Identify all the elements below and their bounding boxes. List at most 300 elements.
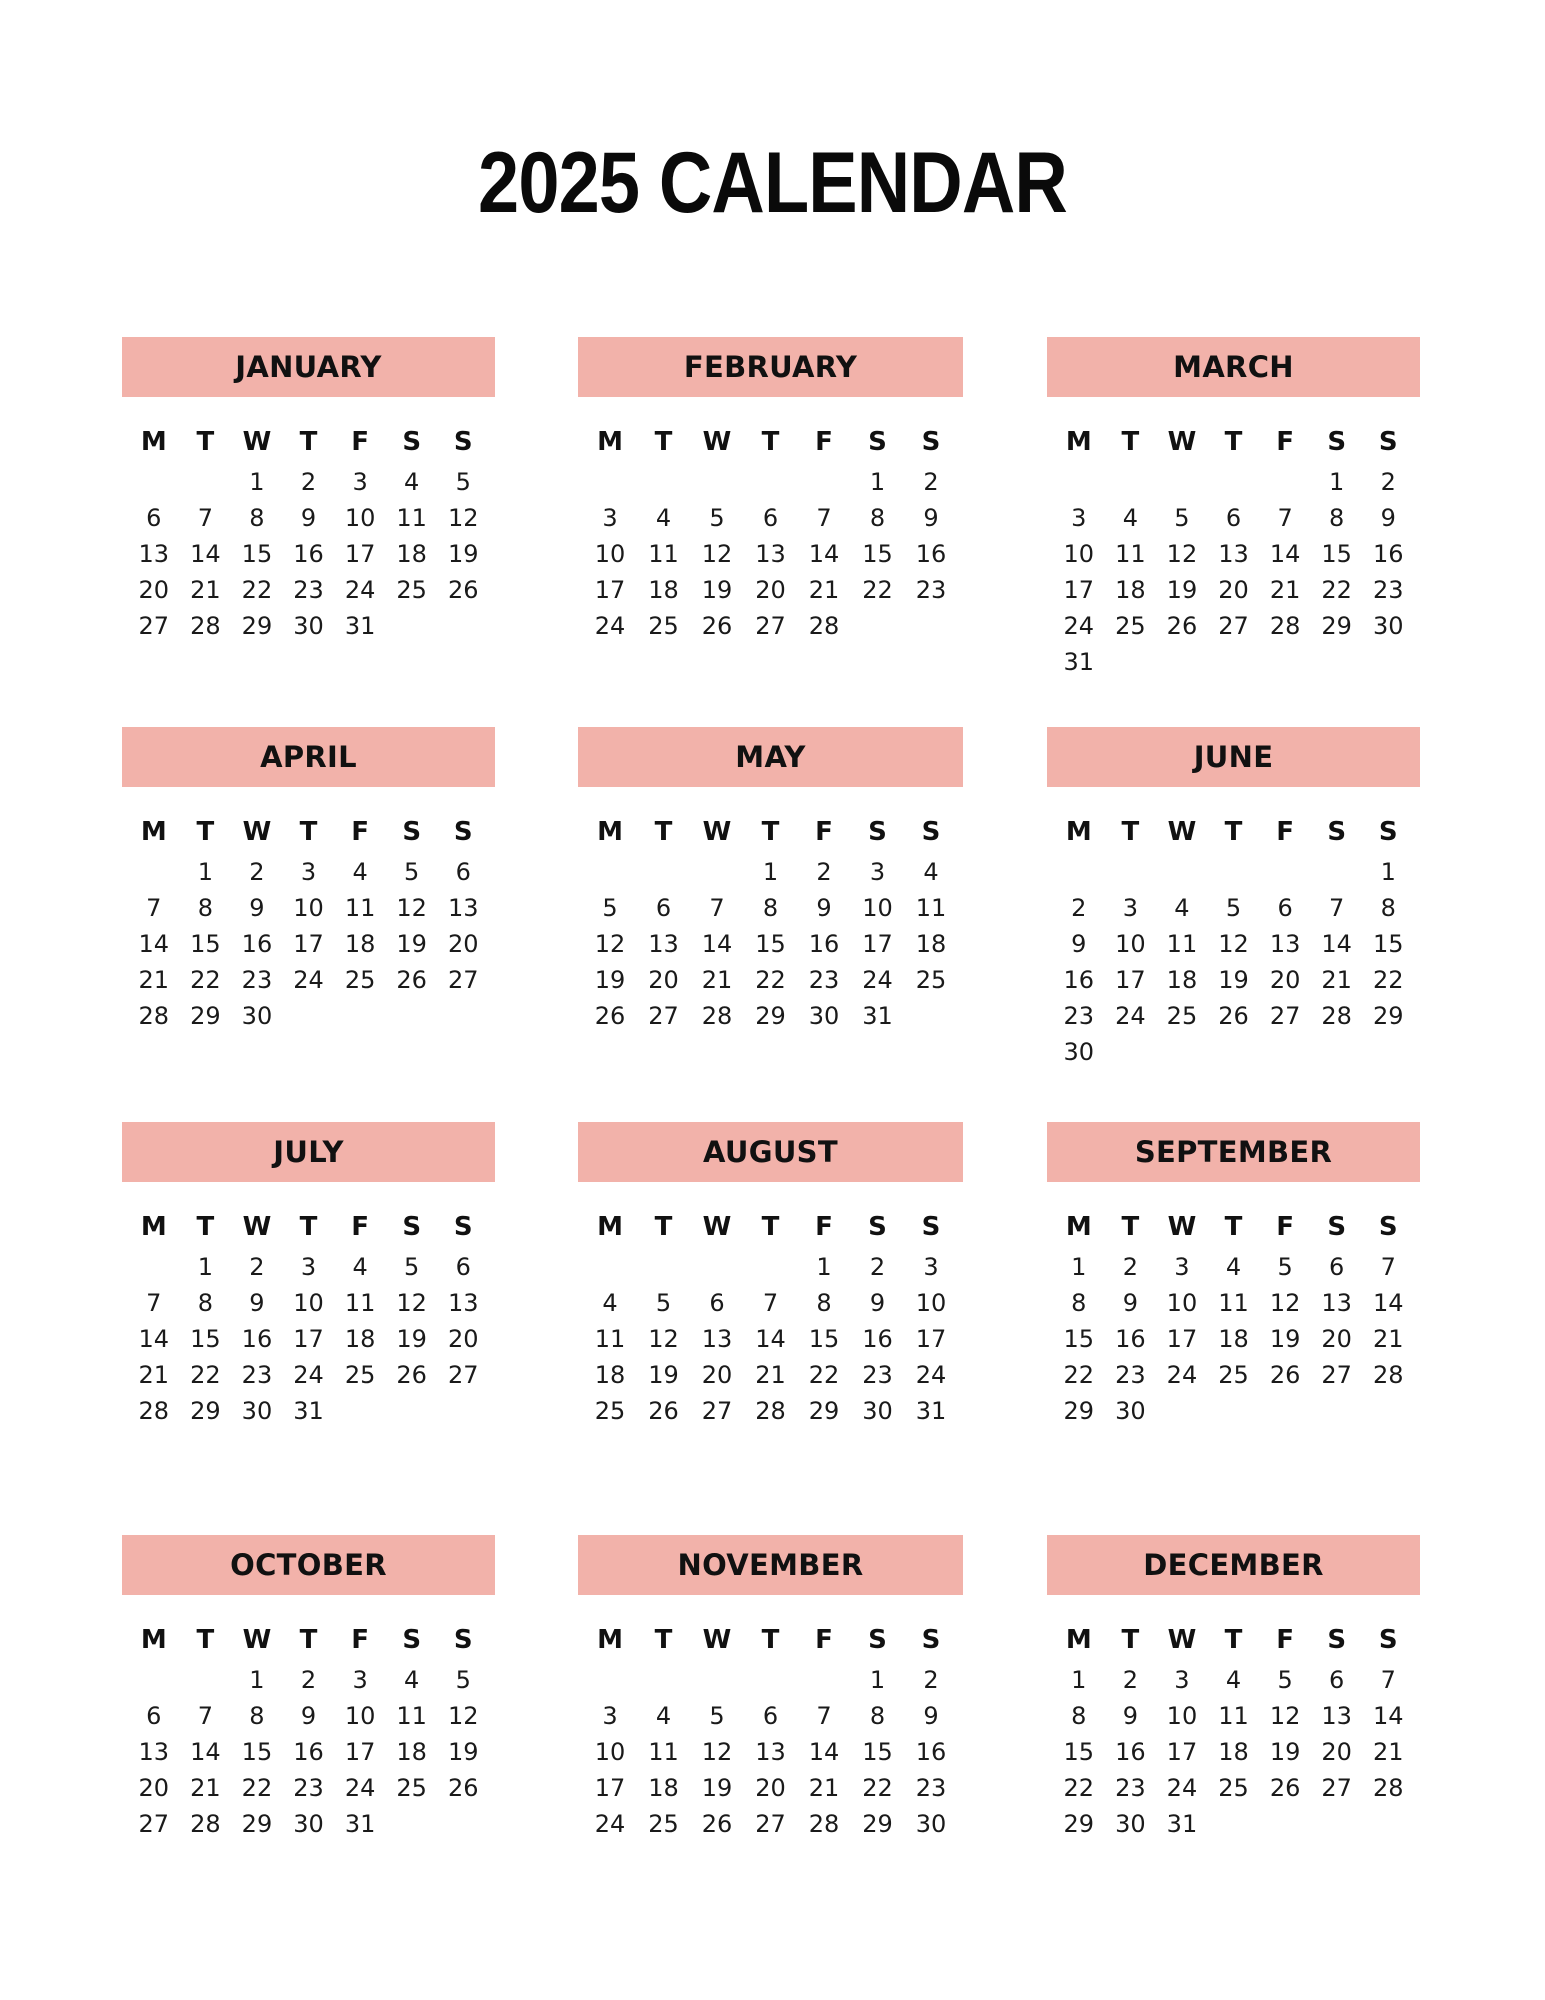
day-cell: 27: [1321, 1774, 1352, 1802]
day-cell: 20: [447, 1325, 479, 1353]
day-cell: 11: [344, 1289, 376, 1317]
weekday-label: T: [196, 1625, 215, 1655]
week-row: [1053, 572, 1414, 608]
day-cell: 9: [816, 894, 832, 922]
weekday-label: S: [1378, 817, 1398, 847]
week-row: [584, 1321, 957, 1357]
weekday-label: S: [402, 817, 422, 847]
day-cell: 26: [396, 966, 427, 994]
day-cell: 13: [1218, 540, 1249, 568]
month-may: [578, 727, 963, 1034]
weekday-label: F: [815, 817, 833, 847]
weekday-label: S: [1378, 1212, 1398, 1242]
day-cell: 29: [1321, 612, 1352, 640]
day-cell: 20: [1218, 576, 1249, 604]
day-cell: 28: [701, 1002, 733, 1030]
day-cell: 25: [1115, 612, 1146, 640]
day-cell: 14: [808, 1738, 840, 1766]
day-cell: 18: [1218, 1325, 1249, 1353]
day-cell: 30: [1115, 1810, 1146, 1838]
day-cell: 2: [1122, 1253, 1138, 1281]
day-cell: 8: [1329, 504, 1345, 532]
day-cell: 20: [755, 1774, 786, 1802]
day-cell: 30: [241, 1397, 273, 1425]
day-cell: 8: [249, 504, 265, 532]
day-cell: 17: [344, 540, 376, 568]
day-cell: 24: [862, 966, 893, 994]
day-cell: 12: [594, 930, 626, 958]
weekday-label: T: [654, 817, 673, 847]
day-cell: 10: [594, 540, 626, 568]
week-row: [1053, 1249, 1414, 1285]
week-row: [584, 1806, 957, 1842]
day-cell: 6: [455, 858, 471, 886]
weekday-row: [584, 1618, 957, 1662]
day-cell: 8: [1071, 1702, 1087, 1730]
day-cell: 23: [1372, 576, 1404, 604]
day-cell: 16: [808, 930, 840, 958]
day-cell: 13: [755, 540, 786, 568]
day-cell: 8: [869, 504, 886, 532]
day-cell: 23: [1063, 1002, 1095, 1030]
day-cell: 23: [1115, 1774, 1146, 1802]
week-row: [128, 962, 489, 998]
weekday-label: T: [1121, 817, 1140, 847]
day-cell: 18: [648, 576, 679, 604]
weekday-label: W: [702, 1625, 732, 1655]
weekday-label: W: [1167, 1212, 1197, 1242]
month-december: [1047, 1535, 1420, 1842]
day-cell: 21: [1269, 576, 1301, 604]
weekday-label: T: [299, 1625, 318, 1655]
week-row: [128, 1357, 489, 1393]
day-cell: 7: [816, 504, 832, 532]
weekday-label: F: [1276, 427, 1294, 457]
day-cell: 19: [594, 966, 626, 994]
weekday-label: S: [1327, 817, 1347, 847]
day-cell: 17: [594, 1774, 626, 1802]
day-cell: 16: [241, 1325, 273, 1353]
day-cell: 15: [241, 1738, 273, 1766]
day-cell: 4: [655, 1702, 672, 1730]
day-cell: 6: [1329, 1666, 1345, 1694]
day-cell: 22: [190, 966, 221, 994]
day-cell: 18: [344, 930, 376, 958]
day-cell: 25: [648, 612, 679, 640]
day-cell: 29: [862, 1810, 893, 1838]
week-row: [128, 1734, 489, 1770]
weekday-label: S: [453, 427, 473, 457]
day-cell: 14: [1269, 540, 1301, 568]
week-row: [584, 1734, 957, 1770]
day-cell: 15: [190, 930, 221, 958]
weekday-label: M: [1065, 817, 1092, 847]
day-cell: 19: [1218, 966, 1249, 994]
day-cell: 16: [915, 540, 947, 568]
day-cell: 29: [1063, 1397, 1095, 1425]
week-row: [128, 890, 489, 926]
day-cell: 29: [241, 1810, 273, 1838]
day-cell: 29: [1063, 1810, 1095, 1838]
day-cell: 28: [808, 1810, 840, 1838]
day-cell: 21: [1321, 966, 1352, 994]
day-cell: 5: [455, 1666, 471, 1694]
day-cell: 23: [241, 1361, 273, 1389]
day-cell: 13: [447, 1289, 479, 1317]
day-cell: 31: [1063, 648, 1095, 676]
day-cell: 25: [915, 966, 947, 994]
day-cell: 14: [190, 540, 221, 568]
day-cell: 1: [1071, 1666, 1087, 1694]
day-cell: 7: [1380, 1253, 1396, 1281]
day-cell: 29: [1372, 1002, 1404, 1030]
month-october: [122, 1535, 495, 1842]
day-cell: 27: [1321, 1361, 1352, 1389]
day-cell: 11: [1218, 1289, 1249, 1317]
weekday-label: F: [1276, 817, 1294, 847]
week-row: [584, 536, 957, 572]
day-cell: 6: [762, 1702, 779, 1730]
day-cell: 17: [293, 1325, 324, 1353]
day-cell: 1: [249, 1666, 265, 1694]
weekday-label: T: [654, 1625, 673, 1655]
day-cell: 27: [755, 612, 786, 640]
day-cell: 1: [1071, 1253, 1087, 1281]
weekday-label: S: [921, 1212, 941, 1242]
day-cell: 16: [293, 1738, 324, 1766]
month-header: DECEMBER: [1047, 1535, 1420, 1595]
day-cell: 24: [1166, 1361, 1198, 1389]
month-june: [1047, 727, 1420, 1070]
week-row: [128, 1249, 489, 1285]
weekday-label: F: [815, 1625, 833, 1655]
day-cell: 14: [190, 1738, 221, 1766]
weekday-label: T: [1224, 1625, 1243, 1655]
day-cell: 26: [1166, 612, 1198, 640]
month-header: OCTOBER: [122, 1535, 495, 1595]
day-cell: 26: [447, 576, 479, 604]
day-cell: 26: [701, 612, 733, 640]
day-cell: 30: [293, 612, 324, 640]
month-march: [1047, 337, 1420, 680]
weekday-label: W: [242, 1212, 272, 1242]
day-cell: 10: [594, 1738, 626, 1766]
day-cell: 1: [1329, 468, 1345, 496]
day-cell: 21: [190, 1774, 221, 1802]
month-header: NOVEMBER: [578, 1535, 963, 1595]
day-cell: 18: [648, 1774, 679, 1802]
week-row: [584, 1357, 957, 1393]
weekday-row: [128, 420, 489, 464]
week-row: [1053, 1321, 1414, 1357]
weekday-row: [584, 1205, 957, 1249]
weekday-label: T: [654, 1212, 673, 1242]
day-cell: 6: [146, 1702, 162, 1730]
day-cell: 5: [709, 1702, 725, 1730]
day-cell: 30: [862, 1397, 893, 1425]
weekday-label: S: [453, 817, 473, 847]
week-row: [128, 1285, 489, 1321]
day-cell: 10: [862, 894, 893, 922]
week-row: [1053, 854, 1414, 890]
weekday-row: [1053, 1205, 1414, 1249]
week-row: [584, 1393, 957, 1429]
weekday-label: W: [1167, 817, 1197, 847]
weekday-label: F: [351, 817, 369, 847]
weekday-row: [1053, 810, 1414, 854]
weekday-label: F: [1276, 1625, 1294, 1655]
day-cell: 28: [808, 612, 840, 640]
day-cell: 20: [648, 966, 679, 994]
day-cell: 23: [915, 576, 947, 604]
day-cell: 30: [1063, 1038, 1095, 1066]
day-cell: 18: [594, 1361, 626, 1389]
day-cell: 15: [1063, 1738, 1095, 1766]
week-row: [128, 1662, 489, 1698]
day-cell: 21: [190, 576, 221, 604]
day-cell: 4: [1225, 1253, 1242, 1281]
weekday-label: W: [702, 1212, 732, 1242]
day-cell: 5: [1174, 504, 1190, 532]
day-cell: 8: [1380, 894, 1396, 922]
day-cell: 9: [300, 1702, 317, 1730]
day-cell: 13: [1269, 930, 1301, 958]
day-cell: 9: [1071, 930, 1087, 958]
day-cell: 23: [808, 966, 840, 994]
day-cell: 17: [862, 930, 893, 958]
day-cell: 15: [755, 930, 786, 958]
week-row: [1053, 890, 1414, 926]
day-cell: 17: [1115, 966, 1146, 994]
day-cell: 15: [1321, 540, 1352, 568]
day-cell: 8: [762, 894, 779, 922]
day-cell: 25: [1218, 1774, 1249, 1802]
day-cell: 18: [1218, 1738, 1249, 1766]
day-cell: 21: [808, 576, 840, 604]
day-cell: 18: [915, 930, 947, 958]
day-cell: 20: [701, 1361, 733, 1389]
day-cell: 6: [655, 894, 672, 922]
day-cell: 9: [300, 504, 317, 532]
day-cell: 4: [602, 1289, 618, 1317]
month-header: MARCH: [1047, 337, 1420, 397]
weekday-label: F: [815, 427, 833, 457]
day-cell: 30: [808, 1002, 840, 1030]
week-row: [128, 1393, 489, 1429]
day-cell: 3: [1071, 504, 1087, 532]
day-cell: 7: [1277, 504, 1293, 532]
weekday-label: S: [868, 427, 887, 457]
day-cell: 19: [701, 1774, 733, 1802]
day-cell: 26: [648, 1397, 679, 1425]
day-cell: 18: [344, 1325, 376, 1353]
weekday-label: S: [402, 427, 422, 457]
week-row: [584, 998, 957, 1034]
weekday-label: S: [402, 1212, 422, 1242]
day-cell: 19: [648, 1361, 679, 1389]
day-cell: 14: [701, 930, 733, 958]
day-cell: 25: [396, 1774, 427, 1802]
weekday-row: [1053, 1618, 1414, 1662]
day-cell: 19: [1269, 1738, 1301, 1766]
day-cell: 5: [404, 858, 420, 886]
day-cell: 2: [1380, 468, 1396, 496]
day-cell: 14: [755, 1325, 786, 1353]
weekday-label: S: [453, 1625, 473, 1655]
day-cell: 2: [923, 1666, 939, 1694]
day-cell: 5: [1277, 1253, 1293, 1281]
month-november: [578, 1535, 963, 1842]
day-cell: 11: [396, 504, 427, 532]
day-cell: 7: [709, 894, 725, 922]
week-row: [128, 464, 489, 500]
weekday-label: T: [761, 1625, 780, 1655]
weekday-label: M: [597, 1212, 623, 1242]
weekday-label: W: [242, 427, 272, 457]
day-cell: 28: [755, 1397, 786, 1425]
week-row: [1053, 1770, 1414, 1806]
weekday-label: M: [597, 427, 623, 457]
day-cell: 13: [701, 1325, 733, 1353]
day-cell: 12: [648, 1325, 679, 1353]
day-cell: 9: [249, 1289, 265, 1317]
day-cell: 11: [396, 1702, 427, 1730]
day-cell: 14: [138, 1325, 170, 1353]
day-cell: 15: [862, 540, 893, 568]
day-cell: 23: [1115, 1361, 1146, 1389]
weekday-label: T: [761, 427, 780, 457]
day-cell: 22: [862, 1774, 893, 1802]
weekday-label: F: [815, 1212, 833, 1242]
day-cell: 2: [300, 468, 317, 496]
day-cell: 10: [1063, 540, 1095, 568]
day-cell: 3: [869, 858, 886, 886]
day-cell: 31: [915, 1397, 947, 1425]
month-august: [578, 1122, 963, 1429]
weekday-label: S: [868, 1625, 887, 1655]
day-cell: 26: [701, 1810, 733, 1838]
day-cell: 27: [138, 612, 170, 640]
day-cell: 2: [300, 1666, 317, 1694]
day-cell: 28: [190, 612, 221, 640]
day-cell: 11: [915, 894, 947, 922]
weekday-label: T: [1121, 427, 1140, 457]
month-july: [122, 1122, 495, 1429]
weekday-label: S: [1378, 427, 1398, 457]
day-cell: 1: [816, 1253, 832, 1281]
day-cell: 22: [1321, 576, 1352, 604]
day-cell: 24: [594, 612, 626, 640]
day-cell: 14: [1372, 1289, 1404, 1317]
day-cell: 12: [447, 1702, 479, 1730]
day-cell: 24: [594, 1810, 626, 1838]
day-cell: 22: [1063, 1774, 1095, 1802]
day-cell: 3: [300, 1253, 317, 1281]
day-cell: 11: [1218, 1702, 1249, 1730]
month-january: [122, 337, 495, 644]
week-row: [128, 500, 489, 536]
day-cell: 19: [396, 930, 427, 958]
day-cell: 13: [138, 540, 170, 568]
day-cell: 12: [701, 1738, 733, 1766]
week-row: [584, 572, 957, 608]
weekday-label: F: [1276, 1212, 1294, 1242]
day-cell: 6: [455, 1253, 471, 1281]
day-cell: 30: [1115, 1397, 1146, 1425]
day-cell: 3: [352, 468, 368, 496]
week-row: [584, 854, 957, 890]
day-cell: 15: [1372, 930, 1404, 958]
day-cell: 13: [1321, 1289, 1352, 1317]
week-row: [1053, 500, 1414, 536]
day-cell: 26: [594, 1002, 626, 1030]
weekday-label: W: [702, 427, 732, 457]
day-cell: 5: [404, 1253, 420, 1281]
weekday-label: T: [196, 817, 215, 847]
day-cell: 5: [602, 894, 618, 922]
day-cell: 29: [241, 612, 273, 640]
week-row: [584, 1285, 957, 1321]
day-cell: 17: [1166, 1738, 1198, 1766]
day-cell: 3: [300, 858, 317, 886]
day-cell: 31: [344, 1810, 376, 1838]
weekday-label: F: [351, 427, 369, 457]
day-cell: 25: [344, 966, 376, 994]
day-cell: 9: [249, 894, 265, 922]
day-cell: 30: [241, 1002, 273, 1030]
weekday-label: M: [140, 427, 167, 457]
day-cell: 3: [602, 504, 618, 532]
week-row: [128, 1770, 489, 1806]
weekday-row: [584, 420, 957, 464]
weekday-label: M: [1065, 1212, 1092, 1242]
day-cell: 4: [352, 1253, 368, 1281]
weekday-label: W: [702, 817, 732, 847]
week-row: [128, 926, 489, 962]
day-cell: 27: [447, 1361, 479, 1389]
day-cell: 17: [293, 930, 324, 958]
day-cell: 1: [869, 1666, 886, 1694]
day-cell: 23: [241, 966, 273, 994]
day-cell: 31: [344, 612, 376, 640]
day-cell: 8: [1071, 1289, 1087, 1317]
day-cell: 24: [1166, 1774, 1198, 1802]
day-cell: 12: [396, 894, 427, 922]
week-row: [1053, 608, 1414, 644]
day-cell: 9: [1380, 504, 1396, 532]
day-cell: 29: [755, 1002, 786, 1030]
weekday-label: T: [1224, 427, 1243, 457]
day-cell: 14: [1372, 1702, 1404, 1730]
day-cell: 16: [1063, 966, 1095, 994]
day-cell: 22: [241, 576, 273, 604]
day-cell: 1: [197, 1253, 213, 1281]
day-cell: 31: [1166, 1810, 1198, 1838]
day-cell: 7: [1380, 1666, 1396, 1694]
day-cell: 14: [1321, 930, 1352, 958]
week-row: [584, 962, 957, 998]
day-cell: 30: [1372, 612, 1404, 640]
day-cell: 6: [709, 1289, 725, 1317]
day-cell: 6: [762, 504, 779, 532]
day-cell: 10: [915, 1289, 947, 1317]
week-row: [128, 1321, 489, 1357]
day-cell: 22: [808, 1361, 840, 1389]
weekday-label: T: [299, 817, 318, 847]
week-row: [1053, 926, 1414, 962]
weekday-label: S: [921, 427, 941, 457]
day-cell: 24: [293, 1361, 324, 1389]
